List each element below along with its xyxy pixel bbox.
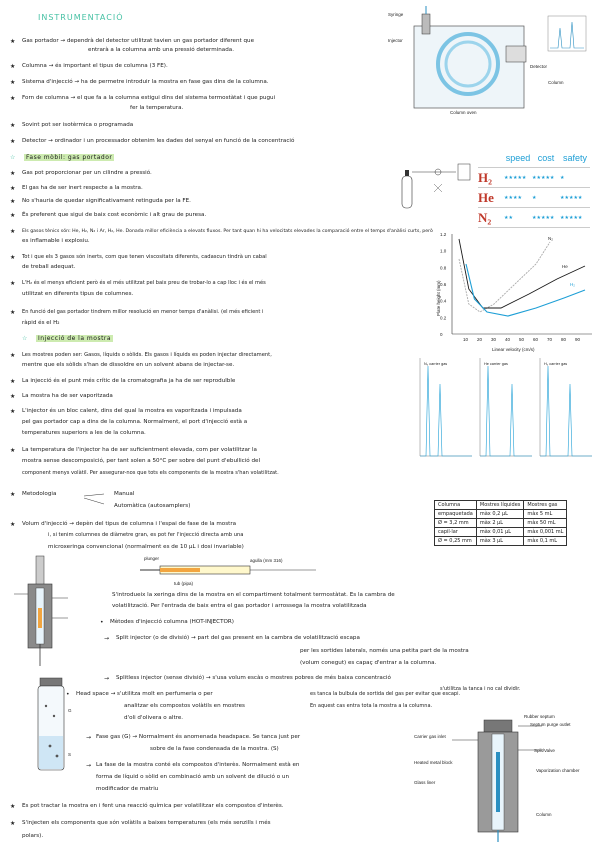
- gas-comparison-table: [478, 148, 590, 228]
- brace-icon: [82, 488, 112, 510]
- bullet: ★: [10, 447, 16, 454]
- text-line: de treball adequat.: [22, 264, 76, 270]
- cylinder-icon: [402, 176, 412, 208]
- x-tick-label: 40: [505, 337, 511, 342]
- bullet: ★: [10, 170, 16, 177]
- text-line: La injecció és el punt més crític de la cromatografia ja ha de ser reproduïble: [22, 378, 236, 384]
- gas-name: He: [478, 188, 504, 208]
- label-carrier-gas: Carrier gas inlet: [414, 734, 446, 739]
- bullet: ★: [10, 212, 16, 219]
- bullet: ★: [10, 198, 16, 205]
- bullet: ★: [10, 122, 16, 129]
- speed-stars: ★★: [504, 208, 532, 228]
- bullet: ★: [10, 228, 16, 235]
- label-split-valve: Split/Valve: [534, 748, 555, 753]
- text-line: mentre que els sòlids s'han de dissoldre en un solvent abans de injectar-se.: [22, 362, 235, 368]
- x-tick-label: 90: [575, 337, 581, 342]
- column-volume-table: [434, 500, 567, 546]
- bullet: ★: [10, 95, 16, 102]
- bullet: →: [104, 675, 110, 682]
- bullet: ★: [10, 408, 16, 415]
- label-needle: agulla (mm 316): [250, 558, 283, 563]
- section-header: Injecció de la mostra: [38, 335, 112, 342]
- x-tick-label: 60: [533, 337, 539, 342]
- bullet: ★: [10, 254, 16, 261]
- text-line: Metodologia: [22, 491, 57, 497]
- text-line: microxeringa convencional (normalment es de 10 µL i dosi invariable): [48, 544, 244, 550]
- vial-cap-icon: [40, 678, 62, 686]
- text-line: El gas ha de ser inert respecte a la mostra.: [22, 185, 143, 191]
- x-tick-label: 30: [491, 337, 497, 342]
- text-line: Els gasos tènics són: He, H₂, N₂ i Ar, H₂, He. Donada millor eficiència a elevats fluxos. Per tant quan hi ha velocitats elevades la comparació entre el temps d'anàlisi curts, però: [22, 229, 433, 234]
- cell: màx 0,001 mL: [524, 528, 567, 537]
- text-line: Detector → ordinador i un processador obtenim les dades del senyal en funció de la concentració: [22, 138, 295, 144]
- bullet: ★: [10, 491, 16, 498]
- label-rubber-septum: Rubber septum: [524, 714, 555, 719]
- label-g: G: [68, 708, 72, 713]
- chrom-title: N₂ carrier gas: [424, 362, 448, 366]
- text-line: ràpid és el H₂: [22, 320, 60, 326]
- text-line: volatilització. Per l'entrada de baix entra el gas portador i arrossega la mostra volatilitzada: [112, 603, 367, 609]
- van-deemter-plot: [432, 226, 597, 354]
- cell: màx 0,1 mL: [524, 537, 567, 546]
- text-line: Split injector (o de divisió) → part del gas present en la cambra de volatilització escapa: [116, 635, 360, 641]
- cell: màx 50 mL: [524, 519, 567, 528]
- cost-stars: ★★★★★: [532, 208, 560, 228]
- bullet: ★: [10, 79, 16, 86]
- cell: màx 0,2 µL: [476, 510, 524, 519]
- x-axis-label: Linear velocity (cm/s): [492, 347, 535, 352]
- text-line: mostra sense descomposició, per tant solen a 50°C per sobre del punt d'ebullició del: [22, 458, 261, 464]
- th-cost: cost: [532, 148, 560, 168]
- y-tick-label: 0: [440, 332, 443, 337]
- page-title: INSTRUMENTACIÓ: [38, 13, 124, 22]
- chromatogram-he: [480, 358, 532, 456]
- text-line: L'injector és un bloc calent, dins del qual la mostra es vaporitzada i impulsada: [22, 408, 242, 414]
- cost-stars: ★★★★★: [532, 168, 560, 188]
- cell: empaquetada: [435, 510, 477, 519]
- bullet: ★: [10, 352, 16, 359]
- text-line: polars).: [22, 833, 44, 839]
- bullet: ★: [10, 63, 16, 70]
- text-line: Volum d'injecció → depèn del tipus de columna i l'espai de fase de la mostra: [22, 521, 237, 527]
- cell: capil·lar: [435, 528, 477, 537]
- split-injector-diagram: [412, 712, 597, 844]
- y-tick-label: 0.8: [440, 265, 447, 271]
- y-tick-label: 0.6: [440, 282, 447, 287]
- text-line: S'injecten els components que són volàtils a baixes temperatures (els més senzills i més: [22, 820, 271, 826]
- injector-diagram: [4, 548, 104, 668]
- series-h2-line: [466, 264, 585, 316]
- safety-stars: ★: [560, 168, 590, 188]
- x-tick-label: 10: [463, 337, 469, 342]
- x-tick-label: 50: [519, 337, 525, 342]
- label-oven: Column oven: [450, 110, 477, 115]
- cell: màx 5 mL: [524, 510, 567, 519]
- method-auto: Automàtica (autosamplers): [114, 503, 191, 509]
- text-line: analitzar els compostos volàtils en mostres: [124, 703, 245, 709]
- bullet: ★: [10, 393, 16, 400]
- y-tick-label: 1.2: [440, 232, 447, 237]
- text-line: per les sortides laterals, només una petita part de la mostra: [300, 648, 469, 654]
- chromatogram-h2: [540, 358, 592, 456]
- bullet: ★: [10, 38, 16, 45]
- bullet: ★: [10, 309, 16, 316]
- text-line: component menys volàtil. Per assegurar-nos que tots els components de la mostra s'han volatilitzat.: [22, 470, 279, 476]
- gas-name: H₂: [478, 168, 504, 188]
- detector-icon: [506, 46, 526, 62]
- label-septum-purge: Septum purge outlet: [530, 722, 571, 727]
- y-tick-label: 0.4: [440, 298, 447, 304]
- bullet: →: [104, 635, 110, 642]
- label-detector: Detector: [530, 64, 548, 69]
- text-line: Tot i que els 3 gasos són inerts, com que tenen viscositats diferents, cadascun tindrà un cabal: [22, 254, 267, 260]
- text-line: Fase gas (G) → Normalment és anomenada headspace. Se tanca just per: [96, 734, 301, 740]
- text-line: temperatures superiors a les de la columna.: [22, 430, 146, 436]
- series-label-h2: H₂: [570, 282, 575, 287]
- label-column2: Column: [536, 812, 552, 817]
- y-axis-label: Plate height (mm): [436, 280, 441, 316]
- th-columna: Columna: [435, 501, 477, 510]
- gas-cylinder-diagram: [398, 150, 478, 210]
- headspace-vial-diagram: [30, 676, 78, 776]
- label-s: S: [68, 752, 72, 757]
- label-vap-chamber: Vaporization chamber: [536, 768, 580, 773]
- label-heated-block: Heated metal block: [414, 760, 453, 765]
- text-line: Forn de columna → el que fa a la columna estigui dins del sistema termostàtat i que pugui: [22, 95, 276, 101]
- bullet: ★: [10, 378, 16, 385]
- flow-controller-icon: [458, 164, 470, 180]
- text-line: En funció del gas portador tindrem millor resolució en menor temps d'anàlisi. (el més eficient i: [22, 309, 264, 315]
- text-line: i, si tenim columnes de diàmetre gran, es pot fer l'injecció directa amb una: [48, 532, 244, 538]
- x-tick-label: 80: [561, 337, 567, 342]
- text-line: La temperatura de l'injector ha de ser suficientment elevada, com per volatilitzar la: [22, 447, 257, 453]
- bullet: →: [86, 762, 92, 769]
- cell: màx 2 µL: [476, 519, 524, 528]
- syringe-icon: [422, 14, 430, 34]
- text-line: sobre de la fase condensada de la mostra. (S): [150, 746, 279, 752]
- series-n2-line: [459, 242, 550, 312]
- bullet: ☆: [10, 154, 16, 161]
- x-tick-label: 20: [477, 337, 483, 342]
- text-line: Les mostres poden ser: Gasos, líquids o sòlids. Els gasos i líquids es poden injectar directament,: [22, 352, 272, 358]
- bullet: ★: [10, 280, 16, 287]
- bullet: ☆: [22, 335, 28, 342]
- th-gas: Mostres gas: [524, 501, 567, 510]
- text-line: modificador de matriu: [96, 786, 159, 792]
- cell: màx 0,01 µL: [476, 528, 524, 537]
- label-plunger: plunger: [144, 556, 160, 561]
- text-line: Head space → s'utilitza molt en perfumeria o per: [76, 691, 213, 697]
- safety-stars: ★★★★★: [560, 208, 590, 228]
- bullet: ★: [10, 185, 16, 192]
- chrom-title: He carrier gas: [484, 362, 508, 366]
- label-injector: Injector: [388, 38, 403, 43]
- gas-name: N₂: [478, 208, 504, 228]
- text-line: Gas portador → dependrà del detector utilitzat tavien un gas portador diferent que: [22, 38, 255, 44]
- y-tick-label: 1.0: [440, 248, 447, 254]
- text-line: No s'hauria de quedar significativament retinguda per la FE.: [22, 198, 191, 204]
- text-line: (volum conegut) es capaç d'entrar a la columna.: [300, 660, 437, 666]
- bullet: ★: [10, 820, 16, 827]
- headspace-note: En aquest cas entra tota la mostra a la columna.: [310, 703, 433, 709]
- x-tick-label: 70: [547, 337, 553, 342]
- label-glass-liner: Glass liner: [414, 780, 436, 785]
- text-line: Splitless injector (sense divisió) → s'usa volum escàs o mostres pobres de més baixa concentració: [116, 675, 391, 681]
- th-liquids: Mostres líquides: [476, 501, 524, 510]
- bullet: →: [86, 734, 92, 741]
- capillary-note: s'utilitza la tanca i no cal dividir.: [440, 686, 521, 692]
- text-line: S'introdueix la xeringa dins de la mostra en el compartiment totalment termostàtat. Es la cambra de: [112, 592, 395, 598]
- th-speed: speed: [504, 148, 532, 168]
- text-line: Mètodes d'injecció columna (HOT-INJECTOR): [110, 619, 234, 625]
- headspace-note: es tanca la bulbula de sortida del gas per evitar que escapi.: [310, 691, 461, 697]
- text-line: Sovint pot ser isotèrmica o programada: [22, 122, 134, 128]
- chromatogram-n2: [420, 358, 472, 456]
- label-syringe: Syringe: [388, 12, 404, 17]
- safety-stars: ★★★★★: [560, 188, 590, 208]
- septum-icon: [484, 720, 512, 732]
- label-barrel: tub (pipa): [174, 581, 194, 586]
- text-line: És preferent que sigui de baix cost econòmic i alt grau de puresa.: [22, 212, 207, 218]
- cell: Ø = 3,2 mm: [435, 519, 477, 528]
- label-column: Column: [548, 80, 564, 85]
- th-safety: safety: [560, 148, 590, 168]
- text-line: es inflamable i explosiu.: [22, 238, 90, 244]
- text-line: d'oli d'olivera o altre.: [124, 715, 184, 721]
- bullet: •: [66, 691, 70, 698]
- speed-stars: ★★★★: [504, 188, 532, 208]
- series-label-he: He: [562, 264, 568, 269]
- bullet: ★: [10, 803, 16, 810]
- cell: Ø = 0,25 mm: [435, 537, 477, 546]
- text-line: Columna → és important el tipus de columna (3 FE).: [22, 63, 168, 69]
- chrom-title: H₂ carrier gas: [544, 362, 568, 366]
- bullet: ★: [10, 521, 16, 528]
- speed-stars: ★★★★★: [504, 168, 532, 188]
- text-line: utilitzat en diferents tipus de columnes.: [22, 291, 134, 297]
- text-line: forma de líquid o sòlid en combinació amb un solvent de dilució o un: [96, 774, 290, 780]
- bullet: •: [100, 619, 104, 626]
- text-line: L'H₂ és el menys eficient però és el més utilitzat pel baix preu de trobar-lo a cap lloc i és el més: [22, 280, 266, 286]
- chromatogram-thumb: [548, 16, 586, 51]
- bullet: ★: [10, 138, 16, 145]
- method-manual: Manual: [114, 491, 135, 497]
- gc-instrument-diagram: [388, 6, 593, 116]
- text-line: fer la temperatura.: [130, 105, 184, 111]
- text-line: Sistema d'injecció → ha de permetre introduir la mostra en fase gas dins de la columna.: [22, 79, 269, 85]
- cost-stars: ★: [532, 188, 560, 208]
- text-line: pel gas portador cap a dins de la columna. Normalment, el port d'injecció està a: [22, 419, 248, 425]
- text-line: La mostra ha de ser vaporitzada: [22, 393, 113, 399]
- text-line: Gas pot proporcionar per un cilindre a pressió.: [22, 170, 152, 176]
- cell: màx 3 µL: [476, 537, 524, 546]
- chromatograms: [418, 356, 596, 460]
- section-header: Fase mòbil: gas portador: [26, 154, 113, 161]
- text-line: Es pot tractar la mostra en i fent una reacció química per volatilitzar els compostos d'interès.: [22, 803, 284, 809]
- microsyringe-diagram: [140, 552, 320, 588]
- text-line: La fase de la mostra conté els compostos d'interès. Normalment està en: [96, 762, 300, 768]
- y-tick-label: 0.2: [440, 315, 447, 321]
- series-label-n2: N₂: [548, 236, 553, 241]
- text-line: entrarà a la columna amb una pressió determinada.: [88, 47, 234, 53]
